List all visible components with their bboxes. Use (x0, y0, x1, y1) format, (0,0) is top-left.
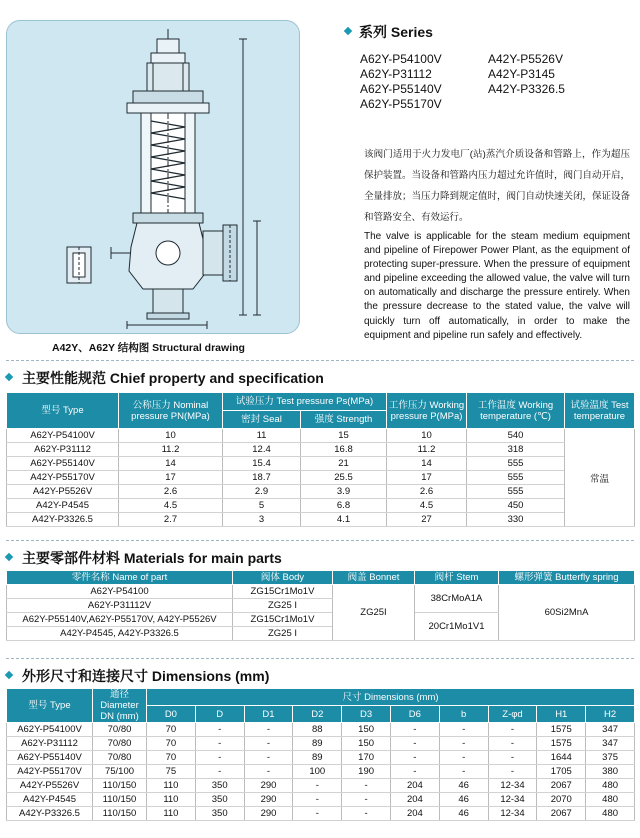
dims-value: 480 (586, 807, 635, 821)
dims-value: 46 (439, 779, 488, 793)
spec-working-pressure: 2.6 (387, 485, 467, 499)
series-item: A62Y-P55140V (360, 82, 442, 96)
dims-header-col: D3 (342, 706, 391, 723)
spec-strength: 21 (301, 457, 387, 471)
dims-type: A42Y-P3326.5 (7, 807, 93, 821)
series-heading: 系列 Series (345, 22, 433, 42)
spec-nominal: 14 (119, 457, 223, 471)
spec-nominal: 10 (119, 429, 223, 443)
spec-working-pressure: 11.2 (387, 443, 467, 457)
dims-diameter: 110/150 (93, 807, 147, 821)
dims-value: 1644 (537, 751, 586, 765)
spec-strength: 4.1 (301, 513, 387, 527)
description-chinese: 该阀门适用于火力发电厂(站)蒸汽介质设备和管路上，作为超压保护装置。当设备和管路内压力超过允许值时，阀门自动开启，全量排放；当压力降到规定值时，阀门自动快速关闭，保证设备和管路安全、有效运行。 (364, 149, 631, 223)
dims-value: 1705 (537, 765, 586, 779)
dims-value: - (195, 723, 244, 737)
dims-header-col: D2 (293, 706, 342, 723)
table-row (7, 723, 635, 737)
dims-value: 380 (586, 765, 635, 779)
spec-working-temp: 450 (467, 499, 565, 513)
spec-header-strength: 强度 Strength (301, 411, 387, 429)
spec-working-temp: 540 (467, 429, 565, 443)
spec-nominal: 4.5 (119, 499, 223, 513)
dims-value: 89 (293, 737, 342, 751)
dims-diameter: 70/80 (93, 751, 147, 765)
spec-type: A42Y-P55170V (7, 471, 119, 485)
dims-value: - (488, 765, 537, 779)
material-body: ZG15Cr1Mo1V (233, 613, 333, 627)
series-item: A42Y-P5526V (488, 52, 563, 66)
bullet-icon (5, 553, 13, 561)
dims-value: 110 (147, 807, 196, 821)
spec-nominal: 17 (119, 471, 223, 485)
dims-value: - (488, 737, 537, 751)
spec-nominal: 2.7 (119, 513, 223, 527)
dims-diameter: 70/80 (93, 723, 147, 737)
bullet-icon (5, 671, 13, 679)
spec-working-temp: 330 (467, 513, 565, 527)
dims-value: 1575 (537, 737, 586, 751)
valve-drawing (7, 21, 299, 333)
dims-value: 88 (293, 723, 342, 737)
spec-table (6, 392, 635, 527)
table-row (7, 499, 635, 513)
material-part-name: A62Y-P54100 (7, 585, 233, 599)
dims-value: 100 (293, 765, 342, 779)
dims-value: 350 (195, 779, 244, 793)
dims-value: - (488, 751, 537, 765)
dims-value: 350 (195, 793, 244, 807)
dims-value: 204 (390, 793, 439, 807)
spec-heading: 主要性能规范 Chief property and specification (6, 368, 324, 388)
dims-header-col: H1 (537, 706, 586, 723)
dims-value: - (342, 779, 391, 793)
dims-value: 204 (390, 779, 439, 793)
table-row (7, 513, 635, 527)
section-divider (6, 540, 634, 541)
dims-value: 110 (147, 779, 196, 793)
spec-strength: 15 (301, 429, 387, 443)
dims-header-diameter: 通径 Diameter DN (mm) (93, 689, 147, 723)
dims-value: 46 (439, 807, 488, 821)
materials-header-part: 零件名称 Name of part (7, 571, 233, 585)
material-stem: 38CrMoA1A (415, 585, 499, 613)
spec-strength: 6.8 (301, 499, 387, 513)
dims-value: 170 (342, 751, 391, 765)
dims-value: - (293, 793, 342, 807)
dims-value: - (439, 765, 488, 779)
dims-value: 12-34 (488, 779, 537, 793)
material-body: ZG25 I (233, 627, 333, 641)
spec-seal: 2.9 (223, 485, 301, 499)
dims-value: - (293, 807, 342, 821)
dims-value: 290 (244, 779, 293, 793)
table-row (7, 793, 635, 807)
drawing-caption: A42Y、A62Y 结构图 Structural drawing (52, 342, 245, 354)
materials-heading: 主要零部件材料 Materials for main parts (6, 548, 282, 568)
spec-seal: 12.4 (223, 443, 301, 457)
dims-value: 110 (147, 793, 196, 807)
dims-header-col: D (195, 706, 244, 723)
series-item: A42Y-P3326.5 (488, 82, 565, 96)
spec-nominal: 11.2 (119, 443, 223, 457)
spec-seal: 5 (223, 499, 301, 513)
series-item: A62Y-P54100V (360, 52, 442, 66)
dims-value: 480 (586, 779, 635, 793)
spec-working-temp: 555 (467, 471, 565, 485)
series-item: A42Y-P3145 (488, 67, 555, 81)
dims-value: 75 (147, 765, 196, 779)
bullet-icon (344, 27, 352, 35)
spec-header-test-temp: 试验温度 Test temperature (565, 393, 635, 429)
dims-value: - (244, 723, 293, 737)
dims-value: - (439, 737, 488, 751)
table-row (7, 443, 635, 457)
dims-value: - (244, 751, 293, 765)
dims-value: - (195, 737, 244, 751)
spec-working-temp: 318 (467, 443, 565, 457)
table-row (7, 751, 635, 765)
spec-header-nominal: 公称压力 Nominal pressure PN(MPa) (119, 393, 223, 429)
dims-value: 480 (586, 793, 635, 807)
dims-value: 375 (586, 751, 635, 765)
dims-value: 290 (244, 807, 293, 821)
dims-diameter: 70/80 (93, 737, 147, 751)
dims-value: - (195, 765, 244, 779)
spec-strength: 16.8 (301, 443, 387, 457)
dims-value: - (439, 751, 488, 765)
dims-value: - (342, 807, 391, 821)
dims-diameter: 110/150 (93, 779, 147, 793)
dims-type: A42Y-P4545 (7, 793, 93, 807)
table-row (7, 765, 635, 779)
dims-value: 2070 (537, 793, 586, 807)
spec-type: A62Y-P54100V (7, 429, 119, 443)
spec-type: A42Y-P4545 (7, 499, 119, 513)
materials-table (6, 570, 635, 641)
dims-value: 347 (586, 723, 635, 737)
dims-value: 46 (439, 793, 488, 807)
spec-working-pressure: 4.5 (387, 499, 467, 513)
dims-type: A62Y-P54100V (7, 723, 93, 737)
dims-value: 2067 (537, 807, 586, 821)
dims-value: - (390, 723, 439, 737)
bullet-icon (5, 373, 13, 381)
material-spring: 60Si2MnA (499, 585, 635, 641)
dims-value: 2067 (537, 779, 586, 793)
materials-header-spring: 螺形弹簧 Butterfly spring (499, 571, 635, 585)
dims-value: 347 (586, 737, 635, 751)
spec-strength: 3.9 (301, 485, 387, 499)
dims-diameter: 110/150 (93, 793, 147, 807)
dims-value: 70 (147, 723, 196, 737)
dims-type: A62Y-P55140V (7, 751, 93, 765)
materials-header-stem: 阀杆 Stem (415, 571, 499, 585)
spec-working-pressure: 27 (387, 513, 467, 527)
dims-value: - (342, 793, 391, 807)
materials-header-bonnet: 阀盖 Bonnet (333, 571, 415, 585)
material-body: ZG15Cr1Mo1V (233, 585, 333, 599)
spec-type: A62Y-P31112 (7, 443, 119, 457)
dims-type: A42Y-P5526V (7, 779, 93, 793)
dims-value: 190 (342, 765, 391, 779)
dims-header-col: H2 (586, 706, 635, 723)
spec-header-seal: 密封 Seal (223, 411, 301, 429)
spec-type: A62Y-P55140V (7, 457, 119, 471)
dims-header-col: D6 (390, 706, 439, 723)
dims-header-col: D1 (244, 706, 293, 723)
dims-value: - (390, 765, 439, 779)
dims-value: - (439, 723, 488, 737)
dims-value: 150 (342, 723, 391, 737)
spec-header-working-pressure: 工作压力 Working pressure P(MPa) (387, 393, 467, 429)
dims-value: 70 (147, 751, 196, 765)
dims-value: 89 (293, 751, 342, 765)
dims-value: - (390, 737, 439, 751)
dims-value: 204 (390, 807, 439, 821)
dims-value: - (293, 779, 342, 793)
material-part-name: A42Y-P4545, A42Y-P3326.5 (7, 627, 233, 641)
material-bonnet: ZG25I (333, 585, 415, 641)
table-row (7, 737, 635, 751)
dims-value: 150 (342, 737, 391, 751)
series-item: A62Y-P55170V (360, 97, 442, 111)
spec-header-working-temp: 工作温度 Working temperature (℃) (467, 393, 565, 429)
section-divider (6, 658, 634, 659)
dims-value: - (488, 723, 537, 737)
spec-working-pressure: 17 (387, 471, 467, 485)
spec-seal: 3 (223, 513, 301, 527)
table-row (7, 779, 635, 793)
spec-strength: 25.5 (301, 471, 387, 485)
spec-header-type: 型号 Type (7, 393, 119, 429)
description-english: The valve is applicable for the steam medium equipment and pipeline of Firepower Power Plant, as the equipment of protecting super-pressure. When the pressure of equipment and pipeline exceeding the allowed value, the valve will turn on automatically and discharge the pressure entirely. When the pressure decrease to the stated value, the valve will quickly turn off automatically, in order to make the equipment and pipeline run safely and effectively. (364, 231, 630, 341)
dimensions-table (6, 688, 635, 821)
dims-value: - (244, 765, 293, 779)
spec-header-test-pressure: 试验压力 Test pressure Ps(MPa) (223, 393, 387, 411)
dims-header-col: b (439, 706, 488, 723)
dims-type: A42Y-P55170V (7, 765, 93, 779)
section-divider (6, 360, 634, 361)
spec-seal: 15.4 (223, 457, 301, 471)
table-row (7, 485, 635, 499)
spec-seal: 11 (223, 429, 301, 443)
material-stem: 20Cr1Mo1V1 (415, 613, 499, 641)
dims-value: - (244, 737, 293, 751)
dims-type: A62Y-P31112 (7, 737, 93, 751)
dims-value: 290 (244, 793, 293, 807)
table-row (7, 471, 635, 485)
dims-value: - (390, 751, 439, 765)
dims-value: 1575 (537, 723, 586, 737)
dims-header-group: 尺寸 Dimensions (mm) (147, 689, 635, 706)
dims-value: 12-34 (488, 793, 537, 807)
dimensions-heading: 外形尺寸和连接尺寸 Dimensions (mm) (6, 666, 269, 686)
spec-type: A42Y-P3326.5 (7, 513, 119, 527)
spec-seal: 18.7 (223, 471, 301, 485)
material-body: ZG25 I (233, 599, 333, 613)
dims-header-type: 型号 Type (7, 689, 93, 723)
spec-working-temp: 555 (467, 457, 565, 471)
spec-working-pressure: 10 (387, 429, 467, 443)
spec-type: A42Y-P5526V (7, 485, 119, 499)
dims-value: 70 (147, 737, 196, 751)
material-part-name: A62Y-P55140V,A62Y-P55170V, A42Y-P5526V (7, 613, 233, 627)
dims-value: - (195, 751, 244, 765)
spec-test-temp: 常温 (565, 429, 635, 527)
material-part-name: A62Y-P31112V (7, 599, 233, 613)
spec-working-temp: 555 (467, 485, 565, 499)
series-item: A62Y-P31112 (360, 67, 432, 81)
table-row (7, 429, 635, 443)
table-row (7, 807, 635, 821)
materials-header-body: 阀体 Body (233, 571, 333, 585)
dims-value: 12-34 (488, 807, 537, 821)
dims-value: 350 (195, 807, 244, 821)
dims-diameter: 75/100 (93, 765, 147, 779)
spec-nominal: 2.6 (119, 485, 223, 499)
dims-header-col: D0 (147, 706, 196, 723)
structural-drawing-panel (6, 20, 300, 334)
spec-working-pressure: 14 (387, 457, 467, 471)
dims-header-col: Z-φd (488, 706, 537, 723)
table-row (7, 457, 635, 471)
